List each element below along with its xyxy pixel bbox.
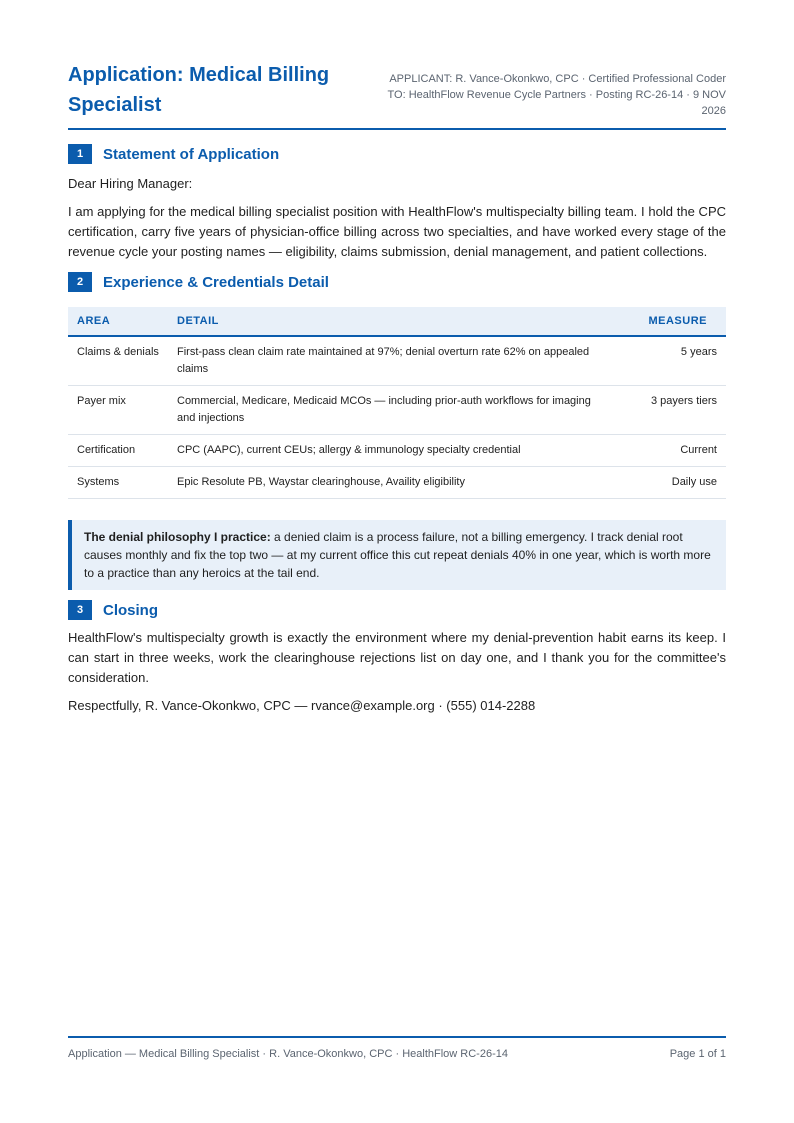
table-row xyxy=(68,467,726,499)
callout-lead: The denial philosophy I practice: xyxy=(84,530,271,544)
cell-measure: 3 payers tiers xyxy=(608,386,726,435)
signoff: Respectfully, R. Vance-Okonkwo, CPC — rvance@example.org · (555) 014-2288 xyxy=(68,698,536,713)
cell-measure: Current xyxy=(608,435,726,467)
cell-detail: CPC (AAPC), current CEUs; allergy & immunology specialty credential xyxy=(168,435,608,467)
letter-page xyxy=(68,60,726,716)
applicant-line: APPLICANT: R. Vance-Okonkwo, CPC · Certified Professional Coder xyxy=(389,73,726,85)
cell-measure: 5 years xyxy=(608,336,726,386)
section-title: Closing xyxy=(103,601,158,619)
callout-text: a denied claim is a process failure, not a billing emergency. I track denial root causes monthly and fix the top two — at my current office this cut repeat denials 40% in one year, which is worth more to a practice than any heroics at the tail end. xyxy=(84,530,711,580)
section-number-badge: 3 xyxy=(68,600,92,620)
section-heading-experience xyxy=(68,272,726,292)
closing-body: HealthFlow's multispecialty growth is exactly the environment where my denial-prevention habit earns its keep. I can start in three weeks, work the clearinghouse rejections list on day one, and I thank you for the committee's consideration. xyxy=(68,630,726,685)
cell-measure: Daily use xyxy=(608,467,726,499)
philosophy-callout xyxy=(68,520,726,590)
table-header-row xyxy=(68,307,726,336)
section-number-badge: 2 xyxy=(68,272,92,292)
cell-area: Certification xyxy=(68,435,168,467)
table-row xyxy=(68,435,726,467)
table-row xyxy=(68,336,726,386)
column-header-detail: DETAIL xyxy=(168,307,608,336)
section-number-badge: 1 xyxy=(68,144,92,164)
column-header-area: AREA xyxy=(68,307,168,336)
column-header-measure: MEASURE xyxy=(608,307,726,336)
table-row xyxy=(68,386,726,435)
cell-detail: First-pass clean claim rate maintained at 97%; denial overturn rate 62% on appealed claims xyxy=(168,336,608,386)
statement-body: I am applying for the medical billing specialist position with HealthFlow's multispecialty billing team. I hold the CPC certification, carry five years of physician-office billing across two specialties, and have worked every stage of the revenue cycle your posting names — eligibility, claims submission, denial management, and patient collections. xyxy=(68,204,726,259)
cell-area: Systems xyxy=(68,467,168,499)
cell-detail: Epic Resolute PB, Waystar clearinghouse, Availity eligibility xyxy=(168,467,608,499)
salutation: Dear Hiring Manager: xyxy=(68,176,193,191)
cell-detail: Commercial, Medicare, Medicaid MCOs — including prior-auth workflows for imaging and injections xyxy=(168,386,608,435)
cell-area: Claims & denials xyxy=(68,336,168,386)
page-footer xyxy=(68,1036,726,1060)
credentials-table xyxy=(68,307,726,499)
recipient-line: TO: HealthFlow Revenue Cycle Partners · Posting RC-26-14 · 9 NOV 2026 xyxy=(387,89,726,117)
letter-header xyxy=(68,60,726,130)
page-number: Page 1 of 1 xyxy=(669,1048,726,1060)
section-heading-closing xyxy=(68,600,726,620)
page-title: Application: Medical Billing Specialist xyxy=(68,64,330,116)
section-title: Experience & Credentials Detail xyxy=(103,273,329,291)
section-heading-statement xyxy=(68,144,726,164)
header-meta xyxy=(386,71,726,119)
footer-left: Application — Medical Billing Specialist · R. Vance-Okonkwo, CPC · HealthFlow RC-26-14 xyxy=(68,1048,508,1060)
cell-area: Payer mix xyxy=(68,386,168,435)
section-title: Statement of Application xyxy=(103,145,280,163)
